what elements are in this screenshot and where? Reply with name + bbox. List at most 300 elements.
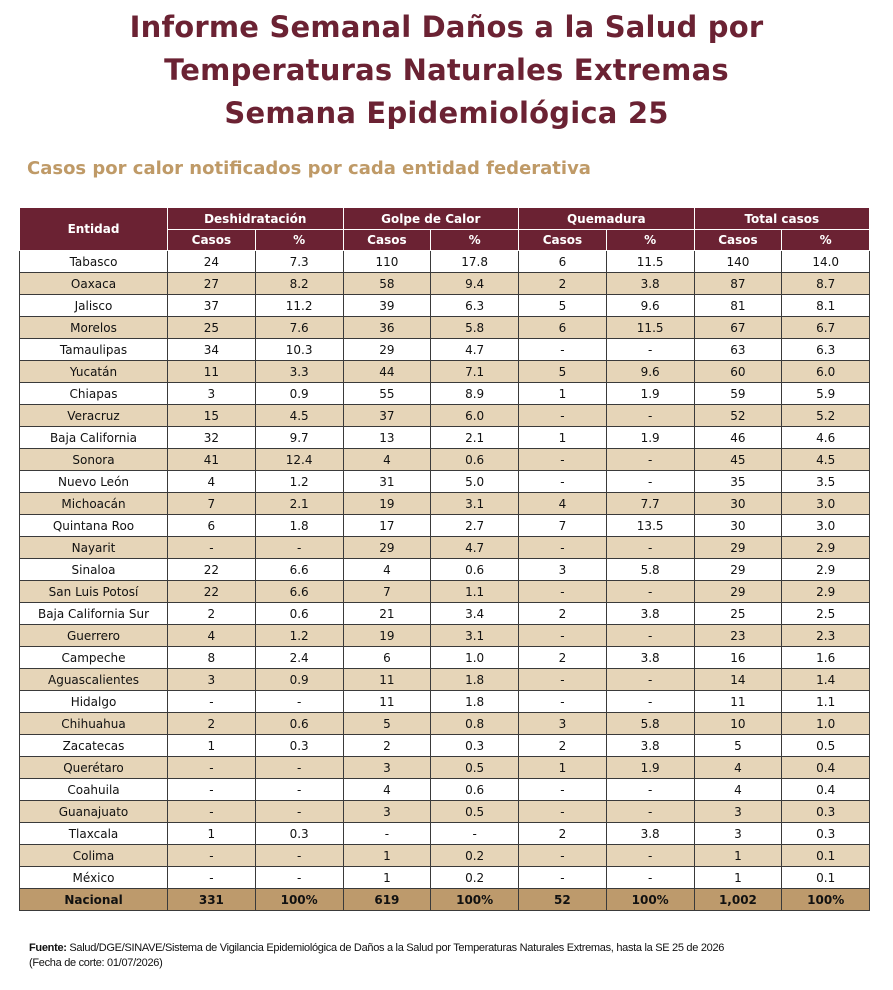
table-row xyxy=(20,647,870,669)
data-cell: 4.7 xyxy=(431,537,519,559)
data-cell: - xyxy=(606,405,694,427)
data-cell: 6 xyxy=(519,251,607,273)
table-row xyxy=(20,471,870,493)
entity-name: Michoacán xyxy=(20,493,168,515)
entity-name: Colima xyxy=(20,845,168,867)
data-cell: 3 xyxy=(519,713,607,735)
data-cell: 1 xyxy=(519,427,607,449)
data-cell: - xyxy=(606,691,694,713)
data-cell: 63 xyxy=(694,339,782,361)
data-cell: 10.3 xyxy=(255,339,343,361)
data-cell: - xyxy=(519,449,607,471)
data-cell: 44 xyxy=(343,361,431,383)
data-cell: 1.1 xyxy=(782,691,870,713)
data-cell: 3.8 xyxy=(606,735,694,757)
data-cell: 46 xyxy=(694,427,782,449)
data-cell: 4 xyxy=(519,493,607,515)
data-cell: 2 xyxy=(519,823,607,845)
table-row xyxy=(20,273,870,295)
data-cell: - xyxy=(519,801,607,823)
column-header-entidad: Entidad xyxy=(20,208,168,251)
data-cell: 0.8 xyxy=(431,713,519,735)
data-cell: - xyxy=(606,801,694,823)
subheader-casos: Casos xyxy=(694,230,782,251)
data-cell: - xyxy=(519,339,607,361)
data-cell: 5.9 xyxy=(782,383,870,405)
total-cell: 100% xyxy=(606,889,694,911)
title-line-1: Informe Semanal Daños a la Salud por xyxy=(129,10,764,44)
data-cell: 7.3 xyxy=(255,251,343,273)
entity-name: Guerrero xyxy=(20,625,168,647)
data-cell: 1.8 xyxy=(431,669,519,691)
data-cell: 14 xyxy=(694,669,782,691)
data-cell: 0.6 xyxy=(431,779,519,801)
table-row xyxy=(20,515,870,537)
data-cell: 0.9 xyxy=(255,383,343,405)
data-cell: 3.8 xyxy=(606,647,694,669)
data-cell: 4 xyxy=(343,559,431,581)
entity-name: Yucatán xyxy=(20,361,168,383)
data-cell: 1.9 xyxy=(606,427,694,449)
data-cell: 17.8 xyxy=(431,251,519,273)
entity-name: Querétaro xyxy=(20,757,168,779)
data-cell: 3.8 xyxy=(606,273,694,295)
data-cell: 1.1 xyxy=(431,581,519,603)
table-row xyxy=(20,779,870,801)
data-cell: 17 xyxy=(343,515,431,537)
data-cell: 32 xyxy=(168,427,256,449)
entity-name: Chihuahua xyxy=(20,713,168,735)
entity-name: Zacatecas xyxy=(20,735,168,757)
data-cell: 5 xyxy=(343,713,431,735)
table-row xyxy=(20,251,870,273)
data-cell: 2.3 xyxy=(782,625,870,647)
data-cell: 2.1 xyxy=(431,427,519,449)
table-row xyxy=(20,295,870,317)
data-cell: 4 xyxy=(168,625,256,647)
total-label: Nacional xyxy=(20,889,168,911)
data-cell: 5.8 xyxy=(606,713,694,735)
data-cell: 31 xyxy=(343,471,431,493)
data-cell: 2 xyxy=(168,603,256,625)
section-subtitle: Casos por calor notificados por cada entidad federativa xyxy=(27,158,591,179)
data-cell: 4.5 xyxy=(255,405,343,427)
data-cell: 3 xyxy=(519,559,607,581)
data-cell: 3.8 xyxy=(606,823,694,845)
data-cell: 2 xyxy=(519,603,607,625)
data-cell: 4 xyxy=(343,449,431,471)
data-cell: 4 xyxy=(168,471,256,493)
total-cell: 331 xyxy=(168,889,256,911)
subheader-casos: Casos xyxy=(519,230,607,251)
entity-name: Nayarit xyxy=(20,537,168,559)
data-cell: 7 xyxy=(343,581,431,603)
data-cell: 13.5 xyxy=(606,515,694,537)
table-row xyxy=(20,581,870,603)
data-cell: 1 xyxy=(694,845,782,867)
table-row xyxy=(20,405,870,427)
data-cell: 2 xyxy=(519,735,607,757)
entity-name: Hidalgo xyxy=(20,691,168,713)
data-cell: 8.7 xyxy=(782,273,870,295)
data-cell: 67 xyxy=(694,317,782,339)
data-cell: 7.1 xyxy=(431,361,519,383)
table-row xyxy=(20,845,870,867)
data-cell: 1 xyxy=(168,823,256,845)
data-cell: - xyxy=(519,779,607,801)
data-cell: - xyxy=(519,845,607,867)
data-cell: 3 xyxy=(343,801,431,823)
data-cell: 15 xyxy=(168,405,256,427)
entity-name: Sinaloa xyxy=(20,559,168,581)
data-cell: 5 xyxy=(519,295,607,317)
entity-name: Quintana Roo xyxy=(20,515,168,537)
data-cell: 1.0 xyxy=(431,647,519,669)
data-cell: - xyxy=(519,669,607,691)
source-text: Salud/DGE/SINAVE/Sistema de Vigilancia Epidemiológica de Daños a la Salud por Temperaturas Naturales Extremas, hasta la SE 25 de 2026 xyxy=(66,942,725,954)
data-cell: 52 xyxy=(694,405,782,427)
entity-name: Baja California xyxy=(20,427,168,449)
source-note xyxy=(29,941,879,971)
table-row xyxy=(20,867,870,889)
data-cell: 34 xyxy=(168,339,256,361)
data-cell: 81 xyxy=(694,295,782,317)
data-cell: 3 xyxy=(343,757,431,779)
entity-name: Baja California Sur xyxy=(20,603,168,625)
data-cell: - xyxy=(168,801,256,823)
data-cell: 5 xyxy=(519,361,607,383)
data-cell: - xyxy=(168,757,256,779)
data-cell: 9.6 xyxy=(606,295,694,317)
table-row xyxy=(20,449,870,471)
data-cell: 5.0 xyxy=(431,471,519,493)
data-cell: 1 xyxy=(694,867,782,889)
data-cell: 41 xyxy=(168,449,256,471)
entity-name: Morelos xyxy=(20,317,168,339)
data-cell: 9.6 xyxy=(606,361,694,383)
data-cell: 58 xyxy=(343,273,431,295)
data-cell: 3.0 xyxy=(782,493,870,515)
data-cell: 11.5 xyxy=(606,317,694,339)
data-cell: 29 xyxy=(694,559,782,581)
entity-name: Tamaulipas xyxy=(20,339,168,361)
data-cell: 140 xyxy=(694,251,782,273)
data-cell: - xyxy=(606,537,694,559)
table-body xyxy=(20,251,870,889)
data-cell: 9.7 xyxy=(255,427,343,449)
subheader-pct: % xyxy=(255,230,343,251)
data-cell: 3 xyxy=(168,383,256,405)
table-row xyxy=(20,757,870,779)
data-cell: 0.3 xyxy=(255,823,343,845)
data-cell: 4 xyxy=(694,779,782,801)
data-cell: 4.5 xyxy=(782,449,870,471)
data-cell: 55 xyxy=(343,383,431,405)
data-cell: 4.6 xyxy=(782,427,870,449)
report-title xyxy=(0,6,893,135)
table-row xyxy=(20,801,870,823)
data-cell: - xyxy=(606,669,694,691)
data-cell: - xyxy=(606,845,694,867)
data-cell: 2.9 xyxy=(782,559,870,581)
table-row xyxy=(20,559,870,581)
data-cell: 11.5 xyxy=(606,251,694,273)
data-cell: 0.2 xyxy=(431,845,519,867)
table-row xyxy=(20,317,870,339)
entity-name: Oaxaca xyxy=(20,273,168,295)
subheader-casos: Casos xyxy=(343,230,431,251)
data-cell: 7 xyxy=(168,493,256,515)
table-row xyxy=(20,669,870,691)
data-cell: 2.5 xyxy=(782,603,870,625)
data-cell: - xyxy=(519,691,607,713)
data-cell: - xyxy=(519,867,607,889)
data-cell: 24 xyxy=(168,251,256,273)
group-header-quemadura: Quemadura xyxy=(519,208,695,230)
title-line-2: Temperaturas Naturales Extremas xyxy=(164,53,729,87)
data-cell: 1.2 xyxy=(255,625,343,647)
data-cell: 3 xyxy=(168,669,256,691)
data-cell: 1.4 xyxy=(782,669,870,691)
data-cell: 25 xyxy=(168,317,256,339)
data-cell: 2.7 xyxy=(431,515,519,537)
data-cell: 29 xyxy=(694,581,782,603)
total-cell: 52 xyxy=(519,889,607,911)
data-cell: 11 xyxy=(694,691,782,713)
data-cell: 37 xyxy=(168,295,256,317)
data-cell: 7 xyxy=(519,515,607,537)
data-cell: 6.0 xyxy=(782,361,870,383)
data-cell: 27 xyxy=(168,273,256,295)
data-cell: 9.4 xyxy=(431,273,519,295)
data-cell: 110 xyxy=(343,251,431,273)
data-cell: 7.7 xyxy=(606,493,694,515)
data-cell: 2.1 xyxy=(255,493,343,515)
table-header-row-groups xyxy=(20,208,870,230)
data-cell: 16 xyxy=(694,647,782,669)
data-cell: 0.4 xyxy=(782,757,870,779)
data-cell: 6 xyxy=(519,317,607,339)
data-cell: 2.9 xyxy=(782,537,870,559)
data-cell: 2 xyxy=(343,735,431,757)
data-cell: 3.1 xyxy=(431,493,519,515)
data-cell: 11 xyxy=(168,361,256,383)
subheader-pct: % xyxy=(782,230,870,251)
data-cell: 3.0 xyxy=(782,515,870,537)
entity-name: Aguascalientes xyxy=(20,669,168,691)
data-cell: 1.0 xyxy=(782,713,870,735)
data-cell: 6.3 xyxy=(431,295,519,317)
data-cell: 1 xyxy=(343,867,431,889)
data-cell: 11 xyxy=(343,669,431,691)
data-cell: 6 xyxy=(343,647,431,669)
data-cell: 0.6 xyxy=(431,559,519,581)
source-line xyxy=(29,941,879,956)
data-cell: 87 xyxy=(694,273,782,295)
data-cell: - xyxy=(606,471,694,493)
data-cell: - xyxy=(255,779,343,801)
data-cell: 1.8 xyxy=(255,515,343,537)
data-cell: - xyxy=(606,867,694,889)
data-cell: 4.7 xyxy=(431,339,519,361)
data-cell: 45 xyxy=(694,449,782,471)
table-row xyxy=(20,493,870,515)
data-cell: 5.8 xyxy=(606,559,694,581)
data-cell: 1 xyxy=(519,757,607,779)
data-cell: 13 xyxy=(343,427,431,449)
group-header-deshidratacion: Deshidratación xyxy=(168,208,344,230)
data-cell: - xyxy=(606,339,694,361)
data-cell: 6.6 xyxy=(255,581,343,603)
data-cell: 8.1 xyxy=(782,295,870,317)
data-cell: 29 xyxy=(343,339,431,361)
total-cell: 1,002 xyxy=(694,889,782,911)
data-cell: - xyxy=(255,691,343,713)
data-cell: 30 xyxy=(694,493,782,515)
data-cell: 2 xyxy=(519,647,607,669)
data-cell: 1.6 xyxy=(782,647,870,669)
data-cell: 3.5 xyxy=(782,471,870,493)
data-cell: 0.9 xyxy=(255,669,343,691)
total-cell: 100% xyxy=(255,889,343,911)
data-cell: 2.4 xyxy=(255,647,343,669)
data-cell: 6 xyxy=(168,515,256,537)
data-cell: 0.6 xyxy=(431,449,519,471)
data-cell: 29 xyxy=(694,537,782,559)
data-cell: 25 xyxy=(694,603,782,625)
data-cell: 0.4 xyxy=(782,779,870,801)
subheader-pct: % xyxy=(606,230,694,251)
group-header-golpe-de-calor: Golpe de Calor xyxy=(343,208,519,230)
table-row xyxy=(20,625,870,647)
data-cell: - xyxy=(606,449,694,471)
data-cell: 0.2 xyxy=(431,867,519,889)
data-cell: - xyxy=(168,845,256,867)
data-cell: - xyxy=(519,471,607,493)
subheader-casos: Casos xyxy=(168,230,256,251)
data-cell: 2 xyxy=(168,713,256,735)
data-cell: 0.5 xyxy=(431,801,519,823)
data-cell: 2.9 xyxy=(782,581,870,603)
source-label: Fuente: xyxy=(29,942,67,954)
data-cell: 8 xyxy=(168,647,256,669)
data-cell: 0.3 xyxy=(782,801,870,823)
data-cell: - xyxy=(519,625,607,647)
data-cell: 29 xyxy=(343,537,431,559)
data-cell: 0.6 xyxy=(255,603,343,625)
table-row xyxy=(20,361,870,383)
data-cell: 0.5 xyxy=(431,757,519,779)
table-row xyxy=(20,603,870,625)
data-cell: 22 xyxy=(168,581,256,603)
cutoff-date: (Fecha de corte: 01/07/2026) xyxy=(29,957,163,969)
table-row xyxy=(20,427,870,449)
data-cell: 1.9 xyxy=(606,757,694,779)
data-cell: 36 xyxy=(343,317,431,339)
data-cell: - xyxy=(606,625,694,647)
data-cell: 1 xyxy=(343,845,431,867)
cases-table xyxy=(19,207,870,911)
data-cell: 1 xyxy=(168,735,256,757)
data-cell: 0.1 xyxy=(782,867,870,889)
data-cell: - xyxy=(343,823,431,845)
data-cell: 0.3 xyxy=(431,735,519,757)
group-header-total-casos: Total casos xyxy=(694,208,870,230)
data-cell: 6.3 xyxy=(782,339,870,361)
subheader-pct: % xyxy=(431,230,519,251)
data-cell: 3.1 xyxy=(431,625,519,647)
title-line-3: Semana Epidemiológica 25 xyxy=(224,96,669,130)
data-cell: 0.5 xyxy=(782,735,870,757)
data-cell: 0.1 xyxy=(782,845,870,867)
table-row xyxy=(20,383,870,405)
entity-name: Tlaxcala xyxy=(20,823,168,845)
data-cell: - xyxy=(168,691,256,713)
data-cell: - xyxy=(431,823,519,845)
data-cell: 8.2 xyxy=(255,273,343,295)
data-cell: - xyxy=(255,867,343,889)
data-cell: - xyxy=(255,537,343,559)
data-cell: - xyxy=(606,779,694,801)
data-cell: 6.6 xyxy=(255,559,343,581)
entity-name: Chiapas xyxy=(20,383,168,405)
data-cell: 3 xyxy=(694,823,782,845)
data-cell: 3 xyxy=(694,801,782,823)
table-row xyxy=(20,537,870,559)
table-row xyxy=(20,691,870,713)
data-cell: 1.2 xyxy=(255,471,343,493)
data-cell: 2 xyxy=(519,273,607,295)
data-cell: 30 xyxy=(694,515,782,537)
data-cell: 4 xyxy=(343,779,431,801)
entity-name: Coahuila xyxy=(20,779,168,801)
total-cell: 100% xyxy=(782,889,870,911)
data-cell: - xyxy=(255,845,343,867)
data-cell: - xyxy=(168,779,256,801)
entity-name: Sonora xyxy=(20,449,168,471)
data-cell: 5.8 xyxy=(431,317,519,339)
data-cell: 0.3 xyxy=(782,823,870,845)
entity-name: Nuevo León xyxy=(20,471,168,493)
data-cell: 11 xyxy=(343,691,431,713)
data-cell: 3.3 xyxy=(255,361,343,383)
data-cell: 23 xyxy=(694,625,782,647)
entity-name: San Luis Potosí xyxy=(20,581,168,603)
data-cell: 5 xyxy=(694,735,782,757)
data-cell: - xyxy=(168,537,256,559)
table-row xyxy=(20,735,870,757)
total-cell: 100% xyxy=(431,889,519,911)
entity-name: México xyxy=(20,867,168,889)
data-cell: 6.7 xyxy=(782,317,870,339)
data-cell: 6.0 xyxy=(431,405,519,427)
entity-name: Veracruz xyxy=(20,405,168,427)
table-row xyxy=(20,339,870,361)
data-cell: 37 xyxy=(343,405,431,427)
data-cell: 21 xyxy=(343,603,431,625)
total-cell: 619 xyxy=(343,889,431,911)
data-cell: - xyxy=(255,801,343,823)
data-cell: 7.6 xyxy=(255,317,343,339)
data-cell: - xyxy=(168,867,256,889)
data-cell: 3.4 xyxy=(431,603,519,625)
data-cell: - xyxy=(519,537,607,559)
table-row xyxy=(20,713,870,735)
data-cell: - xyxy=(255,757,343,779)
data-cell: 35 xyxy=(694,471,782,493)
entity-name: Jalisco xyxy=(20,295,168,317)
data-cell: 0.6 xyxy=(255,713,343,735)
